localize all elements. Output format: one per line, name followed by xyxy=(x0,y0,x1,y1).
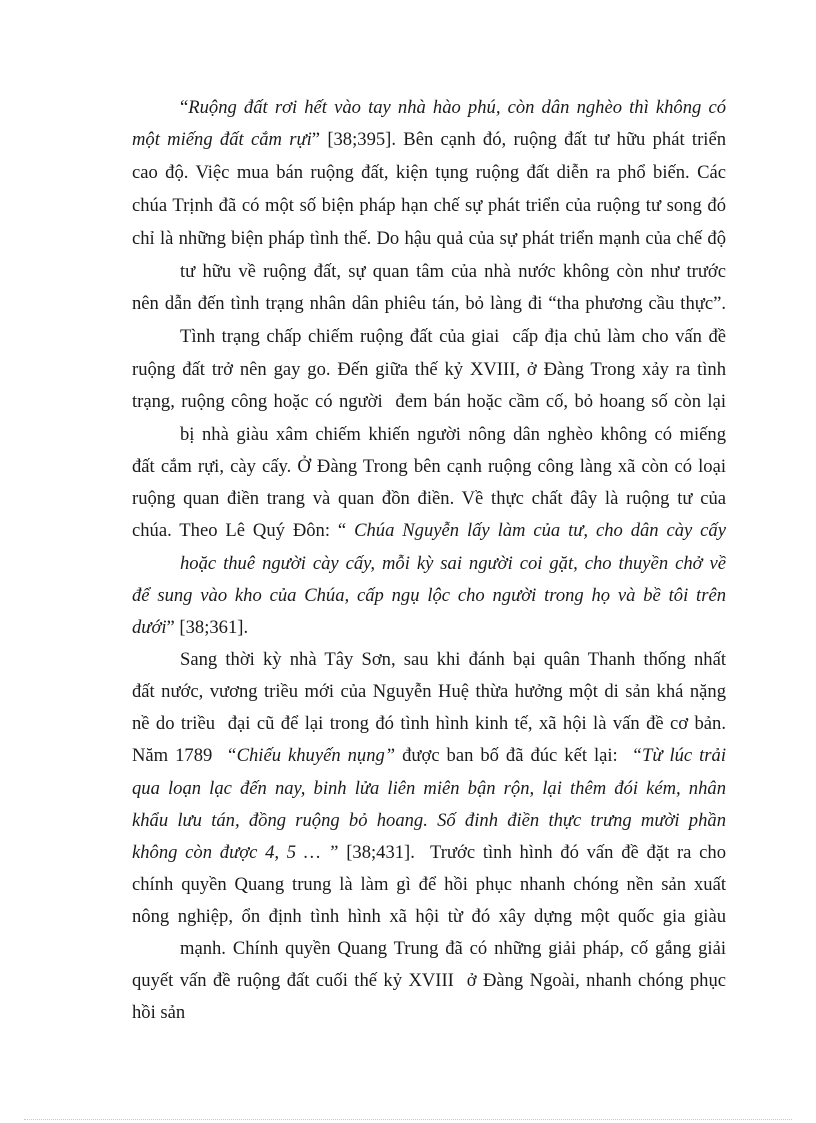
text-line-21: Năm 1789 “Chiếu khuyến nụng” được ban bố đã đúc kết lại: “Từ lúc trải xyxy=(132,745,727,766)
text-line-13: ruộng quan điền trang và quan đồn điền. Về thực chất đây là ruộng tư của xyxy=(132,488,726,509)
text-line-29: hồi sản xyxy=(132,1002,186,1023)
text-line-8: Tình trạng chấp chiếm ruộng đất của giai cấp địa chủ làm cho vấn đề xyxy=(180,326,726,347)
text-line-3: cao độ. Việc mua bán ruộng đất, kiện tụng ruộng đất diễn ra phổ biến. Các xyxy=(132,162,726,183)
text-line-6: tư hữu về ruộng đất, sự quan tâm của nhà nước không còn như trước xyxy=(180,261,726,282)
text-line-9: ruộng đất trở nên gay go. Đến giữa thế kỷ XVIII, ở Đàng Trong xảy ra tình xyxy=(132,359,726,380)
text-line-2: một miếng đất cắm rựi” [38;395]. Bên cạnh đó, ruộng đất tư hữu phát triển xyxy=(132,129,726,150)
text-line-20: nề do triều đại cũ để lại trong đó tình hình kinh tế, xã hội là vấn đề cơ bản. xyxy=(132,713,726,734)
text-line-16: để sung vào kho của Chúa, cấp ngụ lộc cho người trong họ và bề tôi trên xyxy=(132,585,726,606)
page-bottom-divider xyxy=(24,1119,792,1120)
text-line-24: không còn được 4, 5 … ” [38;431]. Trước tình hình đó vấn đề đặt ra cho xyxy=(132,842,726,863)
text-line-15: hoặc thuê người cày cấy, mỗi kỳ sai người coi gặt, cho thuyền chở về xyxy=(180,553,726,574)
text-line-19: đất nước, vương triều mới của Nguyễn Huệ thừa hưởng một di sản khá nặng xyxy=(132,681,726,702)
text-line-7: nên dẫn đến tình trạng nhân dân phiêu tán, bỏ làng đi “tha phương cầu thực”. xyxy=(132,293,726,314)
text-line-4: chúa Trịnh đã có một số biện pháp hạn chế sự phát triển của ruộng tư song đó xyxy=(132,195,726,216)
text-line-22: qua loạn lạc đến nay, binh lửa liên miên bận rộn, lại thêm đói kém, nhân xyxy=(132,778,726,799)
text-line-12: đất cắm rựi, cày cấy. Ở Đàng Trong bên cạnh ruộng công làng xã còn có loại xyxy=(132,456,726,477)
text-line-23: khẩu lưu tán, đồng ruộng bỏ hoang. Số đinh điền thực trưng mười phần xyxy=(132,810,726,831)
text-line-28: quyết vấn đề ruộng đất cuối thế kỷ XVIII ở Đàng Ngoài, nhanh chóng phục xyxy=(132,970,726,991)
text-line-18: Sang thời kỳ nhà Tây Sơn, sau khi đánh bại quân Thanh thống nhất xyxy=(180,649,726,670)
text-line-11: bị nhà giàu xâm chiếm khiến người nông dân nghèo không có miếng xyxy=(180,424,726,445)
text-line-17: dưới” [38;361]. xyxy=(132,617,249,638)
text-line-10: trạng, ruộng công hoặc có người đem bán hoặc cầm cố, bỏ hoang số còn lại xyxy=(132,391,726,412)
text-line-26: nông nghiệp, ổn định tình hình xã hội từ đó xây dựng một quốc gia giàu xyxy=(132,906,726,927)
text-line-14: chúa. Theo Lê Quý Đôn: “ Chúa Nguyễn lấy làm của tư, cho dân cày cấy xyxy=(132,520,726,541)
text-line-5: chỉ là những biện pháp tình thế. Do hậu quả của sự phát triển mạnh của chế độ xyxy=(132,228,726,249)
text-line-25: chính quyền Quang trung là làm gì để hồi phục nhanh chóng nền sản xuất xyxy=(132,874,726,895)
text-line-27: mạnh. Chính quyền Quang Trung đã có những giải pháp, cố gắng giải xyxy=(180,938,726,959)
text-line-1: “Ruộng đất rơi hết vào tay nhà hào phú, còn dân nghèo thì không có xyxy=(180,97,726,118)
